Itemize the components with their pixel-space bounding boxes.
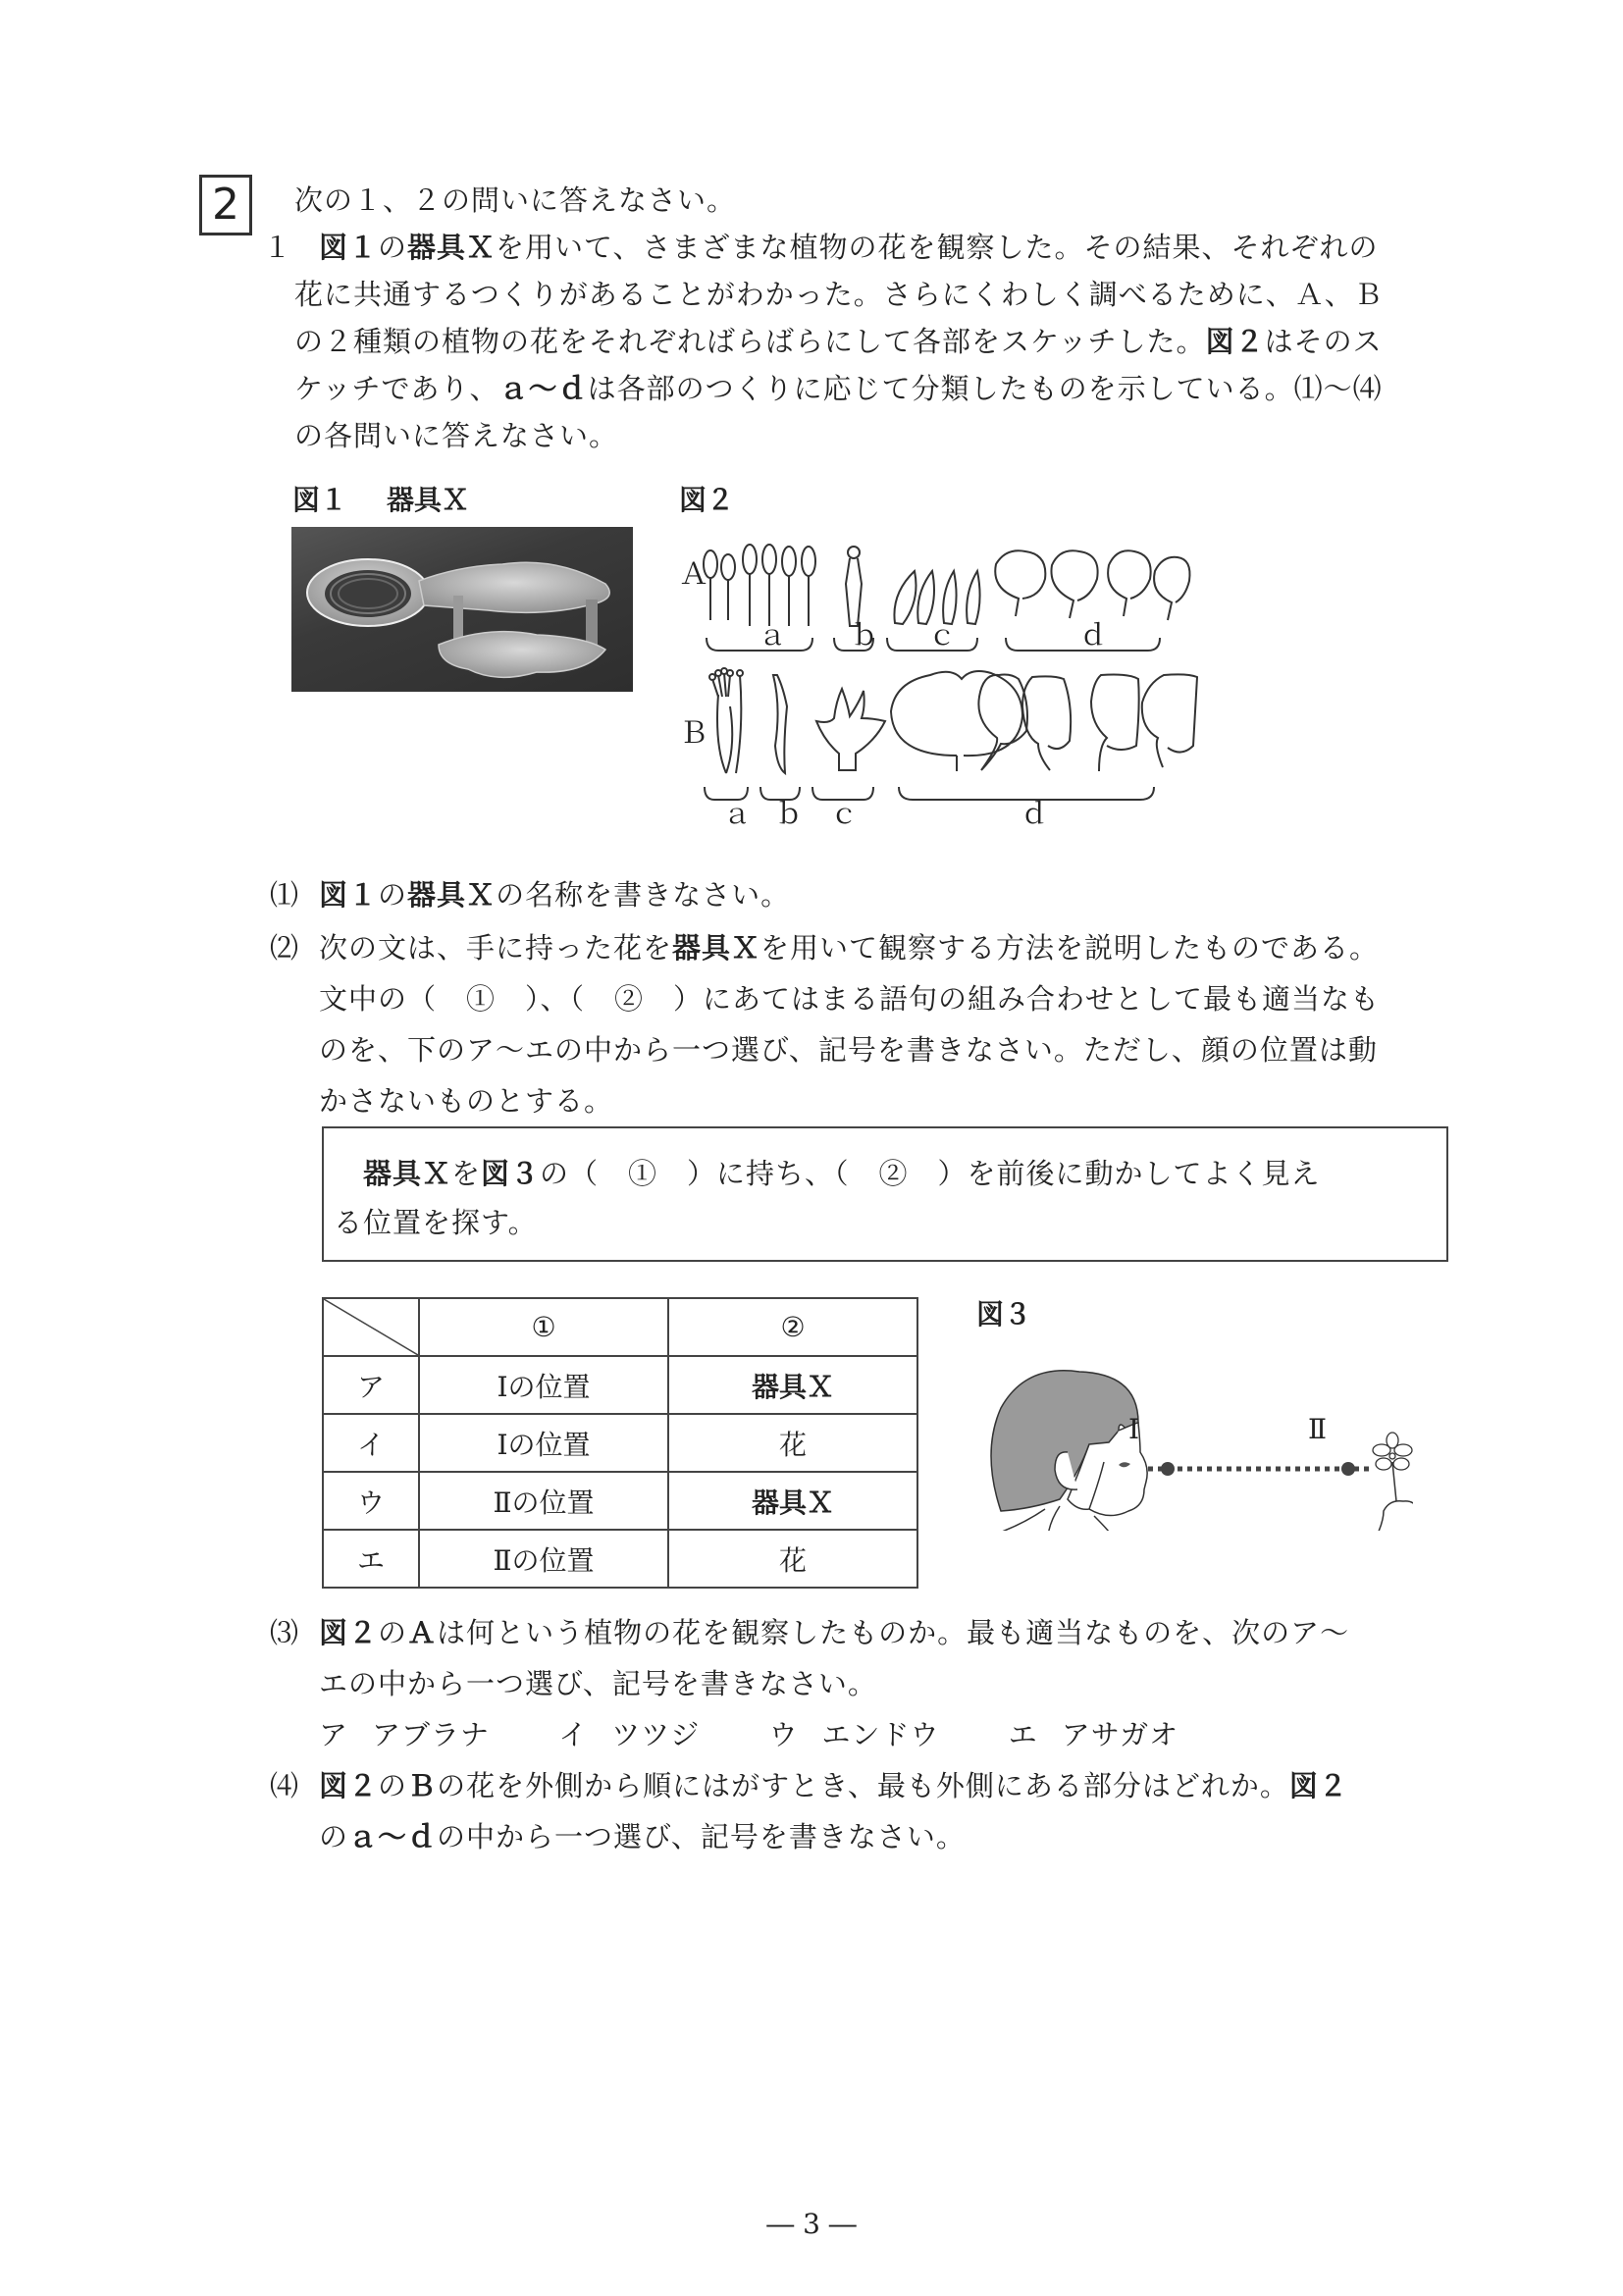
point-2-marker [1341, 1462, 1355, 1476]
figure3-label: 図３ [976, 1298, 1032, 1331]
text: の [319, 1820, 349, 1853]
table-row [323, 1414, 917, 1472]
cell-position: Ⅰの位置 [419, 1414, 668, 1472]
diagonal-line-icon [324, 1299, 418, 1355]
flower-b-ref: Ｂ [407, 1769, 438, 1802]
a-d-ref: ａ～ｄ [348, 1820, 438, 1853]
table-row [323, 1356, 917, 1414]
figure2-row-b-label: Ｂ [679, 716, 708, 751]
row-label: ウ [323, 1472, 419, 1530]
row-b-petals [891, 671, 1197, 771]
choice-table [322, 1297, 918, 1589]
sub3-number: ⑶ [270, 1616, 300, 1649]
text: の２種類の植物の花をそれぞればらばらにして各部をスケッチした。 [294, 325, 1206, 358]
instrument-x-ref: 器具Ｘ [363, 1157, 452, 1190]
text: の花を外側から順にはがすとき、最も外側にある部分はどれか。 [437, 1769, 1289, 1802]
sub-question-2-line-3: のを、下のア～エの中から一つ選び、記号を書きなさい。ただし、顔の位置は動 [319, 1033, 1378, 1067]
figure3-point-1-label: Ⅰ [1128, 1413, 1140, 1445]
fig2-ref: 図２ [1205, 325, 1265, 358]
sub2-number: ⑵ [270, 931, 300, 965]
instrument-x-ref: 器具Ｘ [407, 231, 497, 264]
sub-question-1 [270, 871, 790, 918]
fig2-b-group-a: ａ [723, 798, 752, 830]
fig2-a-group-d: ｄ [1079, 619, 1108, 652]
q1-number: １ [263, 231, 293, 264]
option-value: アサガオ [1061, 1718, 1179, 1751]
figure2-row-a-label: Ａ [679, 557, 708, 592]
text: の [378, 231, 408, 264]
a-d-ref: ａ～ｄ [498, 372, 588, 405]
text: はそのス [1264, 325, 1383, 358]
loupe-icon [291, 527, 633, 692]
sub-question-3-options [319, 1711, 1178, 1758]
figure1-caption: 器具Ｘ [387, 484, 470, 516]
row-label: エ [323, 1530, 419, 1588]
table-header-row [323, 1298, 917, 1356]
fig2-ref: 図２ [319, 1769, 379, 1802]
table-row [323, 1530, 917, 1588]
sub-question-3-line-2: エの中から一つ選び、記号を書きなさい。 [319, 1667, 877, 1700]
sub-question-4-line-2 [319, 1813, 966, 1860]
instrument-x-ref: 器具Ｘ [672, 931, 761, 965]
table-row [323, 1472, 917, 1530]
sub-question-3-line-1 [270, 1609, 1349, 1656]
option-value: エンドウ [821, 1718, 940, 1751]
text: は何という植物の花を観察したものか。最も適当なものを、次のア～ [437, 1616, 1350, 1649]
row-b-stamens [709, 668, 743, 773]
q1-line-5: の各問いに答えなさい。 [294, 419, 619, 452]
text: 次の文は、手に持った花を [319, 931, 673, 965]
cell-object: 花 [668, 1530, 917, 1588]
fig3-ref: 図３ [481, 1157, 541, 1190]
fig2-a-group-c: ｃ [928, 619, 957, 652]
fig2-a-group-b: ｂ [851, 619, 879, 652]
text: を用いて、さまざまな植物の花を観察した。その結果、それぞれの [496, 231, 1379, 264]
sub-question-2-line-4: かさないものとする。 [319, 1084, 614, 1118]
fig2-a-group-a: ａ [759, 619, 787, 652]
q1-line-2: 花に共通するつくりがあることがわかった。さらにくわしく調べるために、Ａ、Ｂ [294, 278, 1384, 311]
fig1-ref: 図１ [319, 878, 379, 912]
fig2-ref: 図２ [319, 1616, 379, 1649]
cell-position: Ⅱの位置 [419, 1530, 668, 1588]
cell-object: 器具Ｘ [668, 1472, 917, 1530]
sub-question-4-line-1 [270, 1762, 1348, 1809]
figure2-label: 図２ [679, 484, 735, 516]
cell-object: 器具Ｘ [668, 1356, 917, 1414]
text: ケッチであり、 [294, 372, 499, 405]
question-number-box: 2 [199, 175, 252, 235]
q1-line-3 [294, 318, 1383, 365]
row-b-pistil [773, 675, 787, 773]
figure1-number: 図１ [292, 484, 348, 516]
option-key: イ [558, 1718, 589, 1751]
text: の [378, 1616, 408, 1649]
header-col-1: ① [419, 1298, 668, 1356]
option-key: エ [1008, 1718, 1038, 1751]
fig1-ref: 図１ [319, 231, 379, 264]
section-intro: 次の１、２の問いに答えなさい。 [294, 183, 737, 217]
cell-position: Ⅱの位置 [419, 1472, 668, 1530]
method-statement-line-1 [363, 1150, 1321, 1197]
figure1-loupe-photo [291, 527, 633, 692]
row-label: ア [323, 1356, 419, 1414]
text: を [451, 1157, 482, 1190]
fig2-b-group-d: ｄ [1021, 798, 1049, 830]
text: の [378, 1769, 408, 1802]
sub4-number: ⑷ [270, 1769, 300, 1802]
fig2-ref: 図２ [1288, 1769, 1348, 1802]
table-corner-cell [323, 1298, 419, 1356]
text: を用いて観察する方法を説明したものである。 [760, 931, 1380, 965]
flower-a-ref: Ａ [407, 1616, 438, 1649]
page-number: ― 3 ― [766, 2208, 857, 2240]
sub1-number: ⑴ [270, 878, 300, 912]
text: は各部のつくりに応じて分類したものを示している。⑴～⑷ [587, 372, 1383, 405]
q1-line-4 [294, 365, 1383, 412]
option-key: ウ [768, 1718, 799, 1751]
option-value: ツツジ [611, 1718, 701, 1751]
method-statement-line-2: る位置を探す。 [334, 1206, 538, 1239]
header-col-2: ② [668, 1298, 917, 1356]
sub-question-2-line-1 [270, 924, 1379, 971]
fig2-b-group-b: ｂ [775, 798, 804, 830]
figure2-flower-parts-sketch [667, 510, 1452, 834]
point-1-marker [1161, 1462, 1175, 1476]
row-a-petals [995, 550, 1189, 620]
option-value: アブラナ [372, 1718, 491, 1751]
row-b-calyx [816, 689, 885, 770]
figure3-observer-illustration [971, 1334, 1413, 1531]
sub-question-2-line-2: 文中の（ ① ）、（ ② ）にあてはまる語句の組み合わせとして最も適当なも [319, 982, 1381, 1016]
fig2-b-group-c: ｃ [830, 798, 859, 830]
text: の（ ① ）に持ち、（ ② ）を前後に動かしてよく見え [540, 1157, 1321, 1190]
q1-line-1 [319, 224, 1378, 271]
text: の名称を書きなさい。 [496, 878, 791, 912]
instrument-x-ref: 器具Ｘ [407, 878, 497, 912]
text: の [378, 878, 408, 912]
option-key: ア [319, 1718, 349, 1751]
figure3-point-2-label: Ⅱ [1308, 1413, 1328, 1445]
cell-position: Ⅰの位置 [419, 1356, 668, 1414]
figure1-label [292, 479, 469, 518]
cell-object: 花 [668, 1414, 917, 1472]
row-label: イ [323, 1414, 419, 1472]
text: の中から一つ選び、記号を書きなさい。 [437, 1820, 966, 1853]
